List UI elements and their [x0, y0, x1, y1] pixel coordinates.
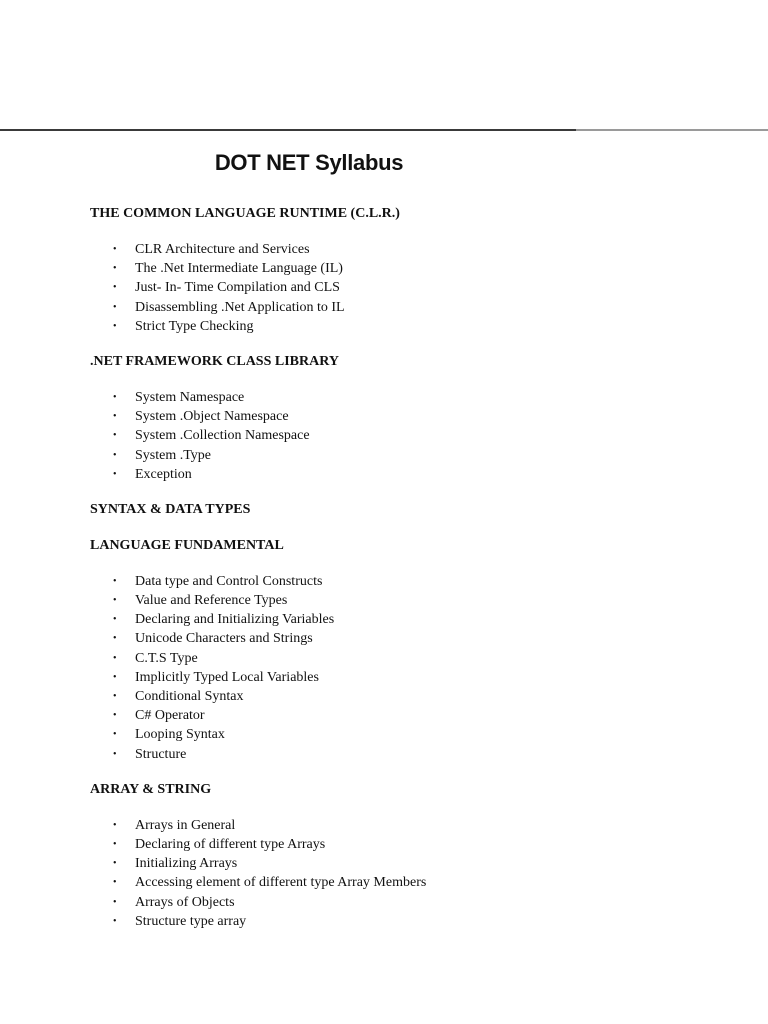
bullet-icon: •	[113, 282, 117, 294]
list-item	[90, 446, 730, 465]
list-item-text: Declaring and Initializing Variables	[135, 612, 335, 628]
bullet-icon: •	[113, 468, 117, 480]
list-item	[90, 240, 730, 259]
list-item-text: Implicitly Typed Local Variables	[135, 669, 319, 685]
list-item-text: C# Operator	[135, 708, 205, 724]
list-item	[90, 388, 730, 407]
list-item	[90, 317, 730, 336]
bullet-icon: •	[113, 671, 117, 683]
bullet-icon: •	[113, 411, 117, 423]
list-item	[90, 668, 730, 687]
bullet-icon: •	[113, 896, 117, 908]
bullet-icon: •	[113, 244, 117, 255]
list-item	[90, 706, 730, 725]
bullet-icon: •	[113, 449, 117, 461]
bullet-icon: •	[113, 729, 117, 741]
list-item-text: Structure type array	[135, 913, 247, 929]
bullet-icon: •	[113, 575, 117, 587]
list-item	[90, 649, 730, 668]
section-heading-language-fundamental: LANGUAGE FUNDAMENTAL	[90, 537, 284, 553]
section-list-language-fundamental	[90, 572, 730, 764]
list-item-text: Just- In- Time Compilation and CLS	[135, 280, 340, 296]
list-item	[90, 687, 730, 706]
bullet-icon: •	[113, 391, 117, 403]
section-list-clr	[90, 240, 730, 336]
list-item-text: Value and Reference Types	[135, 593, 288, 609]
bullet-icon: •	[113, 263, 117, 275]
list-item-text: System .Collection Namespace	[135, 428, 310, 444]
list-item	[90, 725, 730, 744]
list-item-text: Exception	[135, 466, 192, 482]
bullet-icon: •	[113, 858, 117, 870]
bullet-icon: •	[113, 320, 117, 332]
bullet-icon: •	[113, 633, 117, 645]
list-item-text: Arrays of Objects	[135, 894, 235, 910]
list-item	[90, 745, 730, 764]
bullet-icon: •	[113, 614, 117, 626]
list-item	[90, 278, 730, 297]
section-heading-syntax-data-types: SYNTAX & DATA TYPES	[90, 501, 251, 517]
list-item-text: System Namespace	[135, 389, 245, 405]
list-item-text: CLR Architecture and Services	[135, 242, 310, 257]
list-item-text: Disassembling .Net Application to IL	[135, 299, 345, 315]
list-item-text: The .Net Intermediate Language (IL)	[135, 261, 343, 277]
list-item	[90, 610, 730, 629]
bullet-icon: •	[113, 691, 117, 702]
list-item	[90, 465, 730, 484]
list-item-text: Structure	[135, 746, 187, 762]
list-item-text: Declaring of different type Arrays	[135, 836, 326, 852]
bullet-icon: •	[113, 915, 117, 927]
list-item	[90, 873, 730, 892]
list-item-text: Unicode Characters and Strings	[135, 631, 313, 647]
list-item-text: Arrays in General	[135, 817, 236, 833]
list-item	[90, 893, 730, 912]
list-item	[90, 407, 730, 426]
list-item	[90, 298, 730, 317]
list-item	[90, 259, 730, 278]
bullet-icon: •	[113, 430, 117, 442]
list-item-text: System .Object Namespace	[135, 409, 289, 425]
section-heading-class-library: .NET FRAMEWORK CLASS LIBRARY	[90, 353, 339, 369]
bullet-icon: •	[113, 877, 117, 889]
list-item-text: Accessing element of different type Array Members	[135, 875, 427, 891]
list-item	[90, 572, 730, 591]
syllabus-content	[90, 204, 730, 947]
list-item-text: C.T.S Type	[135, 650, 198, 666]
bullet-icon: •	[113, 819, 117, 831]
list-item	[90, 854, 730, 873]
section-heading-clr: THE COMMON LANGUAGE RUNTIME (C.L.R.)	[90, 206, 400, 221]
list-item-text: Initializing Arrays	[135, 856, 238, 872]
list-item	[90, 629, 730, 648]
bullet-icon: •	[113, 595, 117, 607]
list-item-text: Conditional Syntax	[135, 689, 244, 704]
list-item-text: Looping Syntax	[135, 727, 225, 743]
bullet-icon: •	[113, 652, 117, 664]
list-item	[90, 835, 730, 854]
bullet-icon: •	[113, 838, 117, 850]
list-item-text: System .Type	[135, 447, 212, 463]
bullet-icon: •	[113, 710, 117, 722]
list-item-text: Strict Type Checking	[135, 318, 254, 334]
list-item	[90, 591, 730, 610]
bullet-icon: •	[113, 301, 117, 313]
section-heading-array-string: ARRAY & STRING	[90, 781, 212, 797]
list-item	[90, 816, 730, 835]
section-list-array-string	[90, 816, 730, 931]
list-item	[90, 912, 730, 931]
page-title: DOT NET Syllabus	[214, 150, 404, 175]
section-list-class-library	[90, 388, 730, 484]
bullet-icon: •	[113, 748, 117, 760]
list-item-text: Data type and Control Constructs	[135, 573, 323, 589]
list-item	[90, 426, 730, 445]
header-rule	[0, 129, 768, 131]
